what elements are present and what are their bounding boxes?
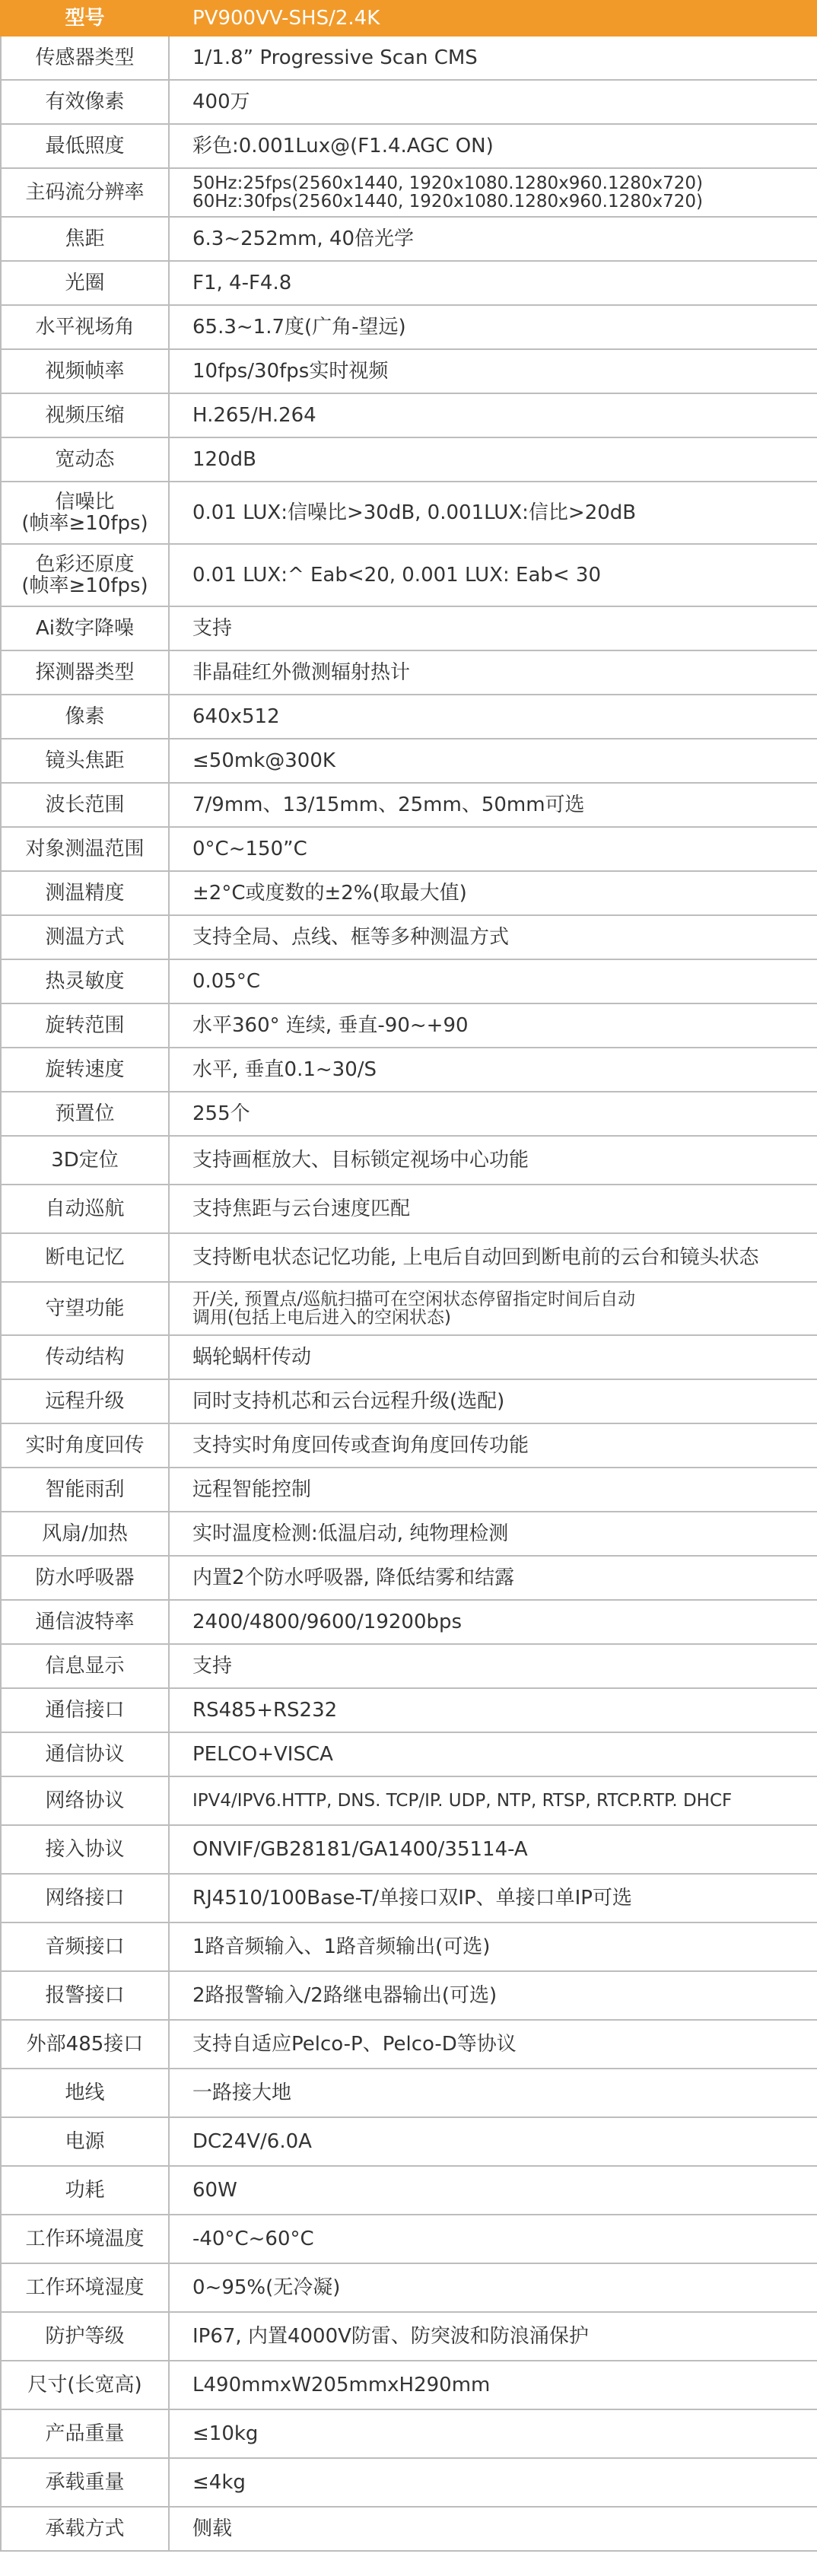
spec-label: 守望功能 [1, 1282, 169, 1335]
spec-label: 自动巡航 [1, 1185, 169, 1233]
spec-value: DC24V/6.0A [169, 2117, 817, 2166]
spec-row [1, 650, 817, 695]
spec-label: 实时角度回传 [1, 1423, 169, 1468]
spec-label: 风扇/加热 [1, 1512, 169, 1556]
header-row [1, 1, 817, 36]
spec-row [1, 827, 817, 871]
spec-value: 60W [169, 2166, 817, 2215]
spec-row [1, 1600, 817, 1644]
spec-label: 报警接口 [1, 1971, 169, 2020]
spec-row [1, 2409, 817, 2458]
spec-value: 10fps/30fps实时视频 [169, 349, 817, 393]
spec-row [1, 1688, 817, 1732]
spec-value: 7/9mm、13/15mm、25mm、50mm可选 [169, 783, 817, 827]
spec-row [1, 1423, 817, 1468]
spec-label: 光圈 [1, 261, 169, 305]
spec-row [1, 305, 817, 349]
spec-value: IPV4/IPV6.HTTP, DNS. TCP/IP. UDP, NTP, RTSP, RTCP.RTP. DHCF [169, 1776, 817, 1825]
spec-label: 信噪比 (帧率≥10fps) [1, 482, 169, 544]
spec-row [1, 1971, 817, 2020]
spec-value: RS485+RS232 [169, 1688, 817, 1732]
spec-label: 有效像素 [1, 80, 169, 124]
spec-value: 支持 [169, 606, 817, 650]
spec-label: 地线 [1, 2069, 169, 2117]
spec-label: 镜头焦距 [1, 739, 169, 783]
spec-value: ONVIF/GB28181/GA1400/35114-A [169, 1825, 817, 1874]
header-value: PV900VV-SHS/2.4K [169, 1, 817, 36]
spec-label: 宽动态 [1, 437, 169, 482]
spec-row [1, 959, 817, 1003]
spec-value: 1路音频输入、1路音频输出(可选) [169, 1922, 817, 1971]
spec-label: 智能雨刮 [1, 1468, 169, 1512]
spec-label: 传感器类型 [1, 36, 169, 80]
spec-row [1, 1185, 817, 1233]
spec-label: 工作环境温度 [1, 2215, 169, 2263]
spec-label: 产品重量 [1, 2409, 169, 2458]
spec-value: 实时温度检测:低温启动, 纯物理检测 [169, 1512, 817, 1556]
spec-value: 640x512 [169, 695, 817, 739]
spec-label: 承载方式 [1, 2507, 169, 2551]
spec-value: PELCO+VISCA [169, 1732, 817, 1776]
spec-value: 支持焦距与云台速度匹配 [169, 1185, 817, 1233]
spec-value: 50Hz:25fps(2560x1440, 1920x1080.1280x960.1280x720) 60Hz:30fps(2560x1440, 1920x1080.1280x960.1280x720) [169, 168, 817, 217]
spec-label: 信息显示 [1, 1644, 169, 1688]
spec-row [1, 1556, 817, 1600]
spec-table-body [1, 1, 817, 2551]
spec-label: 网络协议 [1, 1776, 169, 1825]
spec-label: 功耗 [1, 2166, 169, 2215]
spec-row [1, 2117, 817, 2166]
spec-label: 通信波特率 [1, 1600, 169, 1644]
spec-value: 一路接大地 [169, 2069, 817, 2117]
spec-row [1, 349, 817, 393]
spec-row [1, 915, 817, 959]
spec-label: 预置位 [1, 1092, 169, 1136]
spec-row [1, 1874, 817, 1922]
spec-label: 水平视场角 [1, 305, 169, 349]
spec-value: 0.01 LUX:^ Eab<20, 0.001 LUX: Eab< 30 [169, 544, 817, 606]
spec-row [1, 1512, 817, 1556]
spec-value: 6.3~252mm, 40倍光学 [169, 217, 817, 261]
spec-value: 120dB [169, 437, 817, 482]
spec-row [1, 871, 817, 915]
spec-row [1, 1335, 817, 1379]
spec-value: IP67, 内置4000V防雷、防突波和防浪涌保护 [169, 2312, 817, 2361]
header-label: 型号 [1, 1, 169, 36]
spec-row [1, 393, 817, 437]
spec-value: RJ4510/100Base-T/单接口双IP、单接口单IP可选 [169, 1874, 817, 1922]
spec-row [1, 2507, 817, 2551]
spec-row [1, 2458, 817, 2507]
spec-value: 2400/4800/9600/19200bps [169, 1600, 817, 1644]
spec-label: 像素 [1, 695, 169, 739]
spec-row [1, 1922, 817, 1971]
spec-value: 水平, 垂直0.1~30/S [169, 1048, 817, 1092]
spec-row [1, 783, 817, 827]
spec-row [1, 606, 817, 650]
spec-value: 开/关, 预置点/巡航扫描可在空闲状态停留指定时间后自动 调用(包括上电后进入的空闲状态) [169, 1282, 817, 1335]
spec-label: 最低照度 [1, 124, 169, 168]
spec-label: 对象测温范围 [1, 827, 169, 871]
spec-row [1, 437, 817, 482]
spec-label: 外部485接口 [1, 2020, 169, 2069]
spec-label: 波长范围 [1, 783, 169, 827]
spec-row [1, 2361, 817, 2409]
spec-row [1, 544, 817, 606]
spec-label: 视频帧率 [1, 349, 169, 393]
spec-row [1, 1644, 817, 1688]
spec-label: 接入协议 [1, 1825, 169, 1874]
spec-label: 旋转范围 [1, 1003, 169, 1048]
spec-row [1, 1825, 817, 1874]
spec-row [1, 168, 817, 217]
spec-row [1, 1732, 817, 1776]
spec-row [1, 1233, 817, 1282]
spec-label: Ai数字降噪 [1, 606, 169, 650]
spec-label: 视频压缩 [1, 393, 169, 437]
spec-row [1, 2020, 817, 2069]
spec-label: 通信接口 [1, 1688, 169, 1732]
spec-row [1, 1136, 817, 1185]
spec-label: 焦距 [1, 217, 169, 261]
spec-value: 0~95%(无冷凝) [169, 2263, 817, 2312]
spec-label: 测温精度 [1, 871, 169, 915]
spec-label: 远程升级 [1, 1379, 169, 1423]
spec-value: ±2°C或度数的±2%(取最大值) [169, 871, 817, 915]
spec-value: -40°C~60°C [169, 2215, 817, 2263]
spec-row [1, 80, 817, 124]
spec-label: 工作环境湿度 [1, 2263, 169, 2312]
spec-value: 蜗轮蜗杆传动 [169, 1335, 817, 1379]
spec-label: 防水呼吸器 [1, 1556, 169, 1600]
spec-value: 0.05°C [169, 959, 817, 1003]
spec-value: 65.3~1.7度(广角-望远) [169, 305, 817, 349]
spec-value: ≤4kg [169, 2458, 817, 2507]
spec-value: 支持画框放大、目标锁定视场中心功能 [169, 1136, 817, 1185]
spec-label: 断电记忆 [1, 1233, 169, 1282]
spec-value: 2路报警输入/2路继电器输出(可选) [169, 1971, 817, 2020]
spec-value: 内置2个防水呼吸器, 降低结雾和结露 [169, 1556, 817, 1600]
spec-label: 承载重量 [1, 2458, 169, 2507]
spec-value: 远程智能控制 [169, 1468, 817, 1512]
spec-row [1, 482, 817, 544]
spec-value: L490mmxW205mmxH290mm [169, 2361, 817, 2409]
spec-label: 通信协议 [1, 1732, 169, 1776]
spec-value: H.265/H.264 [169, 393, 817, 437]
spec-label: 尺寸(长宽高) [1, 2361, 169, 2409]
spec-row [1, 217, 817, 261]
spec-label: 旋转速度 [1, 1048, 169, 1092]
spec-label: 传动结构 [1, 1335, 169, 1379]
spec-row [1, 2069, 817, 2117]
spec-label: 电源 [1, 2117, 169, 2166]
spec-value: 彩色:0.001Lux@(F1.4.AGC ON) [169, 124, 817, 168]
spec-row [1, 2263, 817, 2312]
spec-value: 非晶硅红外微测辐射热计 [169, 650, 817, 695]
spec-row [1, 261, 817, 305]
spec-value: 255个 [169, 1092, 817, 1136]
spec-row [1, 124, 817, 168]
spec-label: 防护等级 [1, 2312, 169, 2361]
spec-value: 0°C~150”C [169, 827, 817, 871]
spec-value: 侧载 [169, 2507, 817, 2551]
spec-label: 热灵敏度 [1, 959, 169, 1003]
spec-row [1, 1282, 817, 1335]
spec-row [1, 1776, 817, 1825]
spec-label: 探测器类型 [1, 650, 169, 695]
spec-row [1, 1379, 817, 1423]
spec-value: 水平360° 连续, 垂直-90~+90 [169, 1003, 817, 1048]
spec-value: 支持 [169, 1644, 817, 1688]
spec-row [1, 739, 817, 783]
spec-row [1, 1048, 817, 1092]
spec-label: 音频接口 [1, 1922, 169, 1971]
spec-label: 色彩还原度 (帧率≥10fps) [1, 544, 169, 606]
spec-value: 支持实时角度回传或查询角度回传功能 [169, 1423, 817, 1468]
spec-value: ≤10kg [169, 2409, 817, 2458]
spec-value: 同时支持机芯和云台远程升级(选配) [169, 1379, 817, 1423]
spec-row [1, 36, 817, 80]
spec-value: ≤50mk@300K [169, 739, 817, 783]
spec-value: 0.01 LUX:信噪比>30dB, 0.001LUX:信比>20dB [169, 482, 817, 544]
spec-value: F1, 4-F4.8 [169, 261, 817, 305]
spec-row [1, 2312, 817, 2361]
spec-row [1, 1468, 817, 1512]
spec-row [1, 695, 817, 739]
spec-value: 400万 [169, 80, 817, 124]
spec-label: 主码流分辨率 [1, 168, 169, 217]
spec-row [1, 2215, 817, 2263]
spec-row [1, 2166, 817, 2215]
spec-row [1, 1092, 817, 1136]
spec-value: 支持自适应Pelco-P、Pelco-D等协议 [169, 2020, 817, 2069]
spec-label: 网络接口 [1, 1874, 169, 1922]
spec-label: 测温方式 [1, 915, 169, 959]
spec-label: 3D定位 [1, 1136, 169, 1185]
spec-value: 支持全局、点线、框等多种测温方式 [169, 915, 817, 959]
spec-row [1, 1003, 817, 1048]
spec-value: 支持断电状态记忆功能, 上电后自动回到断电前的云台和镜头状态 [169, 1233, 817, 1282]
spec-value: 1/1.8” Progressive Scan CMS [169, 36, 817, 80]
